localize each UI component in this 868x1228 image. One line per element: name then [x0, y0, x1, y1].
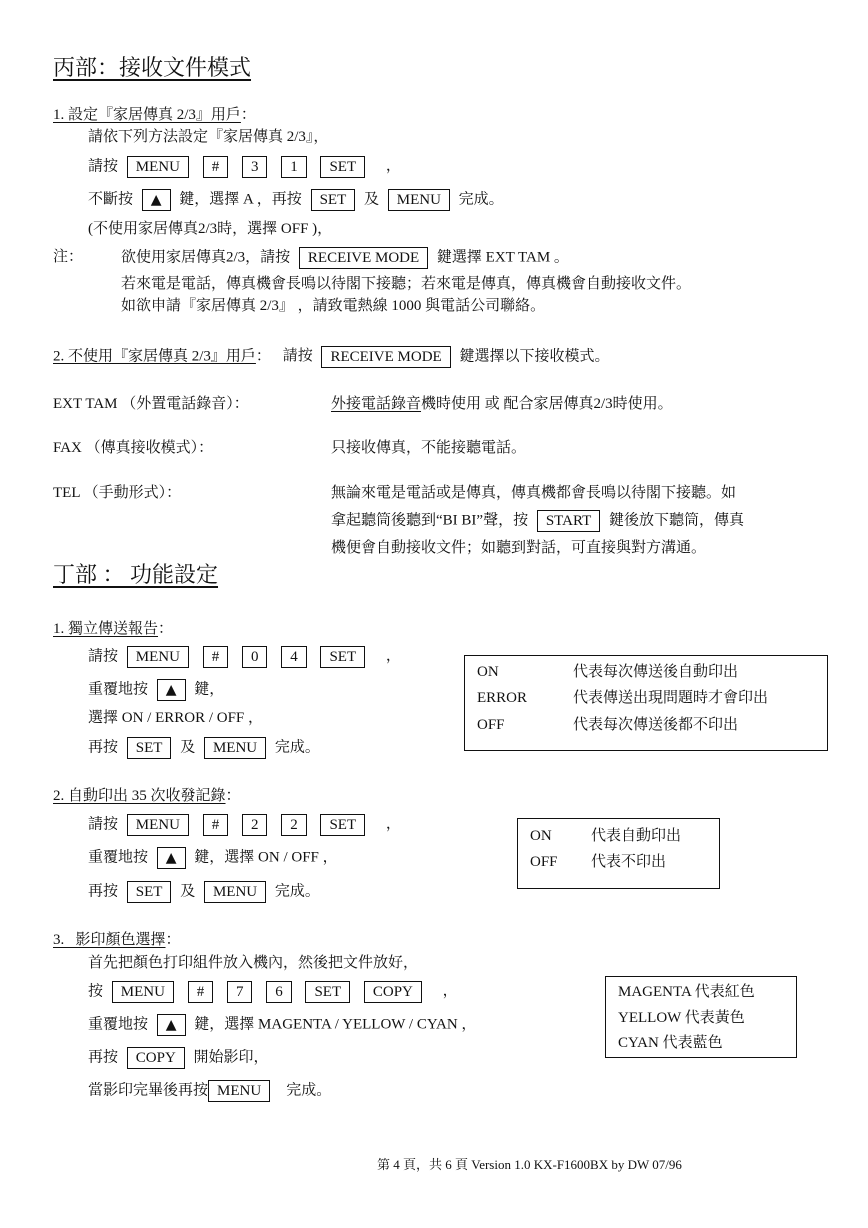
digit-key: 6: [266, 981, 292, 1003]
menu-key: MENU: [388, 189, 450, 211]
digit-key: 3: [242, 156, 268, 178]
item-d2-repeat-line: 重覆地按 ▲ 鍵，選擇 ON / OFF ，: [88, 847, 338, 869]
set-key: SET: [305, 981, 350, 1003]
start-key: START: [537, 510, 600, 532]
option-key: ERROR: [477, 690, 528, 706]
menu-key: MENU: [127, 814, 189, 836]
digit-key: 2: [242, 814, 268, 836]
item-d2-again-line: 再按 SET 及 MENU 完成。: [88, 881, 320, 903]
option-key: ON: [530, 828, 552, 844]
mode-ext-tam-desc: 外接電話錄音機時使用 或 配合家居傳真2/3時使用。: [331, 396, 673, 412]
option-desc: 代表每次傳送後自動印出: [573, 664, 739, 680]
up-arrow-icon: ▲: [157, 1014, 186, 1036]
item-d2-press-line: 請按 MENU # 2 2 SET ，: [88, 814, 401, 836]
menu-key: MENU: [204, 737, 266, 759]
item-c1-heading: 1. 設定『家居傳真 2/3』用戶：: [53, 107, 256, 123]
option-desc: 代表不印出: [591, 854, 667, 870]
section-c-title: 丙部：接收文件模式: [53, 55, 252, 80]
digit-key: 2: [281, 814, 307, 836]
set-key: SET: [127, 737, 172, 759]
print-options-box: [517, 818, 720, 889]
option-key: OFF: [477, 717, 505, 733]
receive-mode-key: RECEIVE MODE: [321, 346, 450, 368]
option-row: CYAN 代表藍色: [618, 1035, 723, 1051]
digit-key: 1: [281, 156, 307, 178]
up-arrow-icon: ▲: [157, 847, 186, 869]
color-options-box: [605, 976, 797, 1058]
menu-key: MENU: [208, 1080, 270, 1102]
hash-key: #: [203, 156, 229, 178]
option-key: OFF: [530, 854, 558, 870]
item-c1-press-line: 請按 MENU # 3 1 SET ，: [88, 156, 401, 178]
item-d1-repeat-line: 重覆地按 ▲ 鍵，: [88, 679, 224, 701]
item-d3-repeat-line: 重覆地按 ▲ 鍵，選擇 MAGENTA / YELLOW / CYAN ，: [88, 1014, 476, 1036]
section-d-title: 丁部 ： 功能設定: [53, 562, 219, 587]
menu-key: MENU: [127, 156, 189, 178]
option-desc: 代表傳送出現問題時才會印出: [573, 690, 769, 706]
mode-tel-desc2: 拿起聽筒後聽到“BI BI”聲，按 START 鍵後放下聽筒，傳真: [331, 510, 744, 532]
note-line3: 如欲申請『家居傳真 2/3』 ，請致電熱線 1000 與電話公司聯絡。: [121, 298, 546, 314]
menu-key: MENU: [204, 881, 266, 903]
item-d3-finish-line: 當影印完畢後再按 MENU 完成。: [88, 1080, 331, 1102]
item-c1-off-note: (不使用家居傳真2/3時，選擇 OFF )，: [88, 221, 333, 237]
digit-key: 0: [242, 646, 268, 668]
item-d3-line1: 首先把顏色打印組件放入機內，然後把文件放好，: [88, 955, 419, 971]
copy-key: COPY: [127, 1047, 185, 1069]
mode-ext-tam-name: EXT TAM （外置電話錄音）：: [53, 396, 249, 412]
item-c1-repeat-line: 不斷按 ▲ 鍵，選擇 A ，再按 SET 及 MENU 完成。: [88, 189, 504, 211]
option-desc: 代表每次傳送後都不印出: [573, 717, 739, 733]
up-arrow-icon: ▲: [142, 189, 171, 211]
receive-mode-key: RECEIVE MODE: [299, 247, 428, 269]
note-label: 注：: [53, 249, 84, 265]
item-d1-press-line: 請按 MENU # 0 4 SET ，: [88, 646, 401, 668]
item-c2-line: 2. 不使用『家居傳真 2/3』用戶： 請按 RECEIVE MODE 鍵選擇以下接收模式。: [53, 346, 609, 368]
report-options-box: [464, 655, 828, 751]
mode-tel-name: TEL （手動形式）：: [53, 485, 182, 501]
up-arrow-icon: ▲: [157, 679, 186, 701]
copy-key: COPY: [364, 981, 422, 1003]
set-key: SET: [320, 814, 365, 836]
mode-tel-desc3: 機便會自動接收文件；如聽到對話，可直接與對方溝通。: [331, 540, 707, 556]
item-d1-again-line: 再按 SET 及 MENU 完成。: [88, 737, 320, 759]
item-d3-again-line: 再按 COPY 開始影印，: [88, 1047, 269, 1069]
set-key: SET: [127, 881, 172, 903]
item-d1-select: 選擇 ON / ERROR / OFF ，: [88, 710, 264, 726]
mode-fax-desc: 只接收傳真，不能接聽電話。: [331, 440, 527, 456]
menu-key: MENU: [127, 646, 189, 668]
option-key: ON: [477, 664, 499, 680]
note-line1: 欲使用家居傳真2/3，請按 RECEIVE MODE 鍵選擇 EXT TAM 。: [121, 247, 569, 269]
option-row: MAGENTA 代表紅色: [618, 984, 755, 1000]
set-key: SET: [320, 646, 365, 668]
digit-key: 7: [227, 981, 253, 1003]
mode-tel-desc1: 無論來電是電話或是傳真，傳真機都會長鳴以待閣下接聽。如: [331, 485, 737, 501]
item-d1-heading: 1. 獨立傳送報告：: [53, 621, 174, 637]
mode-fax-name: FAX （傳真接收模式）：: [53, 440, 214, 456]
item-d2-heading: 2. 自動印出 35 次收發記錄：: [53, 788, 241, 804]
hash-key: #: [203, 814, 229, 836]
menu-key: MENU: [112, 981, 174, 1003]
note-line2: 若來電是電話，傳真機會長鳴以待閣下接聽；若來電是傳真，傳真機會自動接收文件。: [121, 276, 692, 292]
hash-key: #: [188, 981, 214, 1003]
set-key: SET: [311, 189, 356, 211]
hash-key: #: [203, 646, 229, 668]
page-footer: 第 4 頁，共 6 頁 Version 1.0 KX-F1600BX by DW 07/96: [377, 1157, 682, 1172]
option-row: YELLOW 代表黃色: [618, 1010, 745, 1026]
digit-key: 4: [281, 646, 307, 668]
option-desc: 代表自動印出: [591, 828, 682, 844]
set-key: SET: [320, 156, 365, 178]
item-c1-line1: 請依下列方法設定『家居傳真 2/3』，: [88, 129, 329, 145]
item-d3-heading: 3. 影印顏色選擇：: [53, 932, 181, 948]
item-d3-press-line: 按 MENU # 7 6 SET COPY ，: [88, 981, 458, 1003]
